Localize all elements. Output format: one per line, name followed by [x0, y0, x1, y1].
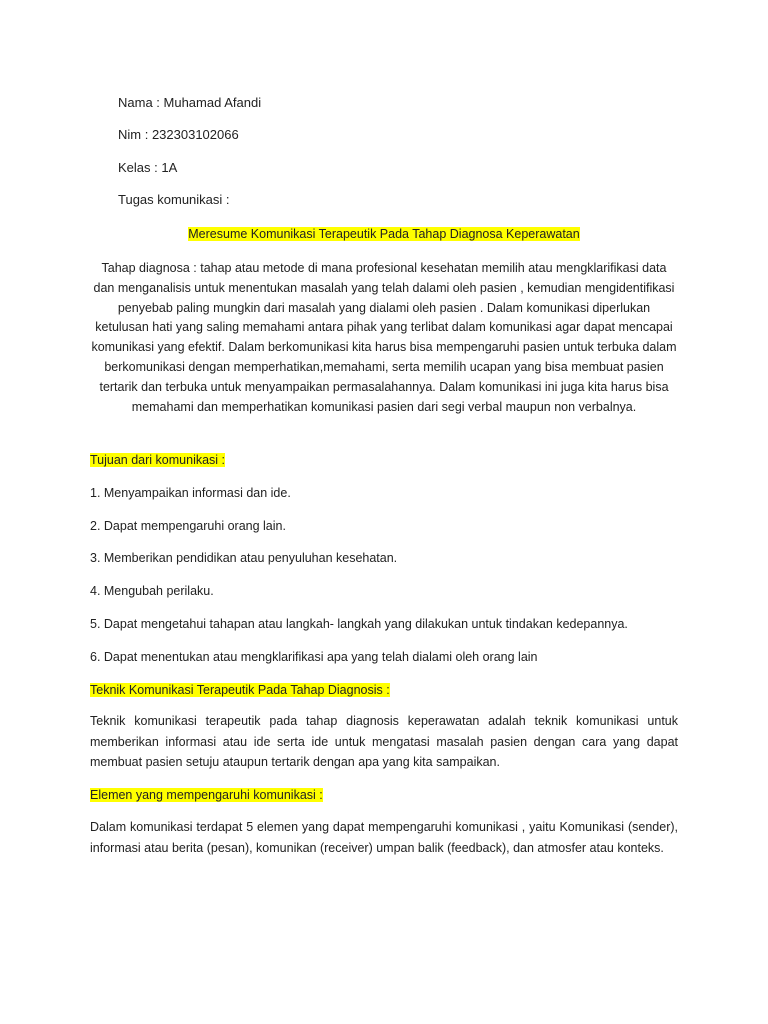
- student-name: Nama : Muhamad Afandi: [118, 95, 262, 110]
- tujuan-item-4: 4. Mengubah perilaku.: [90, 584, 214, 598]
- teknik-heading-text: Teknik Komunikasi Terapeutik Pada Tahap Diagnosis :: [90, 683, 390, 697]
- intro-paragraph: Tahap diagnosa : tahap atau metode di mana profesional kesehatan memilih atau mengklarifikasi data dan menganalisis untuk menentukan masalah yang telah dalami oleh pasien , kemudian mengidentifikasi penyebab paling mungkin dari masalah yang dialami oleh pasien . Dalam komunikasi diperlukan ketulusan hati yang saling memahami antara pihak yang terlibat dalam komunikasi agar dapat mencapai komunikasi yang efektif. Dalam berkomunikasi kita harus bisa mempengaruhi pasien untuk terbuka dalam berkomunikasi dengan memperhatikan,memahami, serta memilih ucapan yang bisa membuat pasien tertarik dan terbuka untuk menyampaikan permasalahannya. Dalam komunikasi ini juga kita harus bisa memahami dan memperhatikan komunikasi pasien dari segi verbal maupun non verbalnya.: [91, 261, 677, 414]
- tujuan-item-5: 5. Dapat mengetahui tahapan atau langkah- langkah yang dilakukan untuk tindakan kedepannya.: [90, 617, 628, 631]
- student-class: Kelas : 1A: [118, 160, 178, 175]
- elemen-paragraph: Dalam komunikasi terdapat 5 elemen yang dapat mempengaruhi komunikasi , yaitu Komunikasi (sender), informasi atau berita (pesan), komunikan (receiver) umpan balik (feedback), dan atmosfer atau konteks.: [90, 820, 678, 855]
- document-title-line: [0, 226, 768, 242]
- student-nim: Nim : 232303102066: [118, 127, 239, 142]
- tujuan-item-3: 3. Memberikan pendidikan atau penyuluhan kesehatan.: [90, 551, 398, 565]
- teknik-heading: [90, 682, 390, 698]
- elemen-heading-text: Elemen yang mempengaruhi komunikasi :: [90, 788, 323, 802]
- document-title: Meresume Komunikasi Terapeutik Pada Tahap Diagnosa Keperawatan: [188, 227, 580, 241]
- assignment-label: Tugas komunikasi :: [118, 192, 230, 207]
- tujuan-item-6: 6. Dapat menentukan atau mengklarifikasi apa yang telah dialami oleh orang lain: [90, 650, 538, 664]
- teknik-paragraph: Teknik komunikasi terapeutik pada tahap diagnosis keperawatan adalah teknik komunikasi untuk memberikan informasi atau ide serta ide untuk mengatasi masalah pasien dengan cara yang dapat membuat pasien setuju ataupun tertarik dengan apa yang kita sampaikan.: [90, 714, 678, 769]
- tujuan-item-1: 1. Menyampaikan informasi dan ide.: [90, 486, 291, 500]
- elemen-heading: [90, 787, 323, 803]
- tujuan-item-2: 2. Dapat mempengaruhi orang lain.: [90, 519, 286, 533]
- tujuan-heading: [90, 452, 225, 468]
- tujuan-heading-text: Tujuan dari komunikasi :: [90, 453, 226, 467]
